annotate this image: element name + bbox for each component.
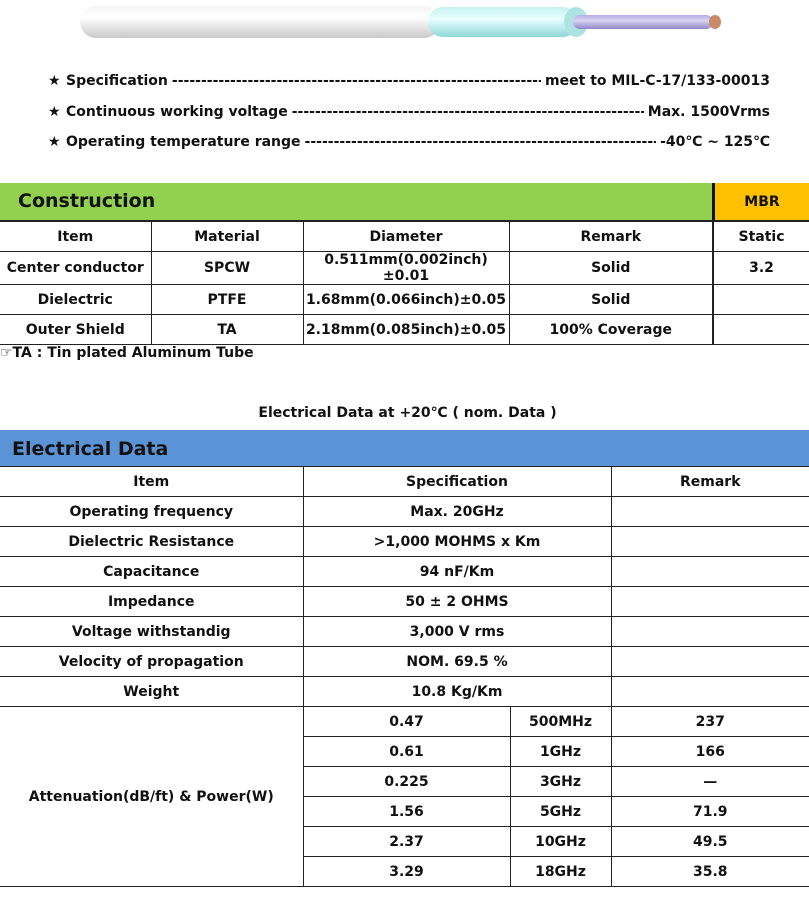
table-row	[0, 497, 809, 527]
header-remark: Remark	[509, 221, 713, 252]
electrical-table	[0, 466, 809, 887]
construction-title: Construction	[18, 190, 156, 212]
table-row	[0, 285, 809, 315]
electrical-title: Electrical Data	[12, 438, 169, 460]
star-icon: ★	[48, 103, 61, 120]
table-row	[0, 677, 809, 707]
cell-item: Capacitance	[0, 557, 303, 587]
cell-mbr: 3.2	[713, 252, 809, 285]
cell-item: Weight	[0, 677, 303, 707]
spec-row	[48, 127, 770, 158]
cell-item: Impedance	[0, 587, 303, 617]
table-row	[0, 252, 809, 285]
cell-power: 71.9	[611, 797, 809, 827]
spec-value: -40℃ ~ 125℃	[660, 134, 770, 151]
cell-remark: Solid	[509, 252, 713, 285]
cell-item: Outer Shield	[0, 315, 151, 345]
cell-remark	[611, 617, 809, 647]
cell-spec: 94 nF/Km	[303, 557, 611, 587]
cell-item: Voltage withstandig	[0, 617, 303, 647]
cell-spec: 50 ± 2 OHMS	[303, 587, 611, 617]
cell-material: PTFE	[151, 285, 303, 315]
footnote: ☞TA : Tin plated Aluminum Tube	[0, 345, 254, 361]
cell-attenuation: 0.225	[303, 767, 510, 797]
header-item: Item	[0, 221, 151, 252]
cell-frequency: 3GHz	[510, 767, 611, 797]
cell-mbr	[713, 285, 809, 315]
attenuation-row	[0, 707, 809, 737]
cell-attenuation: 0.47	[303, 707, 510, 737]
header-spec: Specification	[303, 467, 611, 497]
cell-frequency: 5GHz	[510, 797, 611, 827]
cell-remark	[611, 557, 809, 587]
cell-spec: 10.8 Kg/Km	[303, 677, 611, 707]
spec-label: Operating temperature range	[66, 134, 301, 151]
cell-frequency: 1GHz	[510, 737, 611, 767]
cell-power: 35.8	[611, 857, 809, 887]
cell-material: SPCW	[151, 252, 303, 285]
cell-frequency: 10GHz	[510, 827, 611, 857]
cell-item: Operating frequency	[0, 497, 303, 527]
header-material: Material	[151, 221, 303, 252]
cell-item: Dielectric Resistance	[0, 527, 303, 557]
spec-label: Continuous working voltage	[66, 103, 288, 120]
dash-leader	[172, 73, 541, 89]
table-header-row	[0, 467, 809, 497]
cell-remark: Solid	[509, 285, 713, 315]
dash-leader	[305, 134, 657, 150]
spec-row	[48, 97, 770, 128]
star-icon: ★	[48, 134, 61, 151]
cell-item: Velocity of propagation	[0, 647, 303, 677]
cell-remark	[611, 497, 809, 527]
cell-frequency: 18GHz	[510, 857, 611, 887]
cell-spec: NOM. 69.5 %	[303, 647, 611, 677]
dash-leader	[292, 104, 644, 120]
table-row	[0, 617, 809, 647]
cell-diameter: 1.68mm(0.066inch)±0.05	[303, 285, 509, 315]
cell-attenuation: 3.29	[303, 857, 510, 887]
cell-attenuation: 0.61	[303, 737, 510, 767]
spec-label: Specification	[66, 73, 168, 90]
cell-frequency: 500MHz	[510, 707, 611, 737]
table-header-row	[0, 221, 809, 252]
spec-value: meet to MIL-C-17/133-00013	[545, 73, 770, 90]
cell-material: TA	[151, 315, 303, 345]
cell-power: 237	[611, 707, 809, 737]
table-row	[0, 527, 809, 557]
cell-attenuation: 1.56	[303, 797, 510, 827]
cell-remark	[611, 677, 809, 707]
cell-item: Center conductor	[0, 252, 151, 285]
header-static: Static	[713, 221, 809, 252]
table-row	[0, 587, 809, 617]
cable-image	[78, 4, 728, 40]
cell-diameter: 2.18mm(0.085inch)±0.05	[303, 315, 509, 345]
cell-power: 49.5	[611, 827, 809, 857]
cell-spec: >1,000 MOHMS x Km	[303, 527, 611, 557]
cell-remark	[611, 527, 809, 557]
cell-power: 166	[611, 737, 809, 767]
spec-row	[48, 66, 770, 97]
electrical-header-bar	[0, 430, 809, 466]
cell-remark: 100% Coverage	[509, 315, 713, 345]
cell-diameter: 0.511mm(0.002inch)±0.01	[303, 252, 509, 285]
header-remark: Remark	[611, 467, 809, 497]
header-diameter: Diameter	[303, 221, 509, 252]
cell-remark	[611, 647, 809, 677]
cell-spec: Max. 20GHz	[303, 497, 611, 527]
construction-header-bar	[0, 183, 809, 220]
cell-remark	[611, 587, 809, 617]
mbr-label: MBR	[715, 183, 809, 220]
cell-spec: 3,000 V rms	[303, 617, 611, 647]
attenuation-label: Attenuation(dB/ft) & Power(W)	[0, 707, 303, 887]
spec-value: Max. 1500Vrms	[647, 103, 770, 120]
table-row	[0, 557, 809, 587]
spec-list	[48, 66, 770, 158]
cell-power: —	[611, 767, 809, 797]
electrical-caption: Electrical Data at +20℃ ( nom. Data )	[258, 405, 557, 421]
cell-item: Dielectric	[0, 285, 151, 315]
construction-table	[0, 220, 809, 345]
cell-mbr	[713, 315, 809, 345]
table-row	[0, 315, 809, 345]
star-icon: ★	[48, 73, 61, 90]
table-row	[0, 647, 809, 677]
header-item: Item	[0, 467, 303, 497]
cell-attenuation: 2.37	[303, 827, 510, 857]
